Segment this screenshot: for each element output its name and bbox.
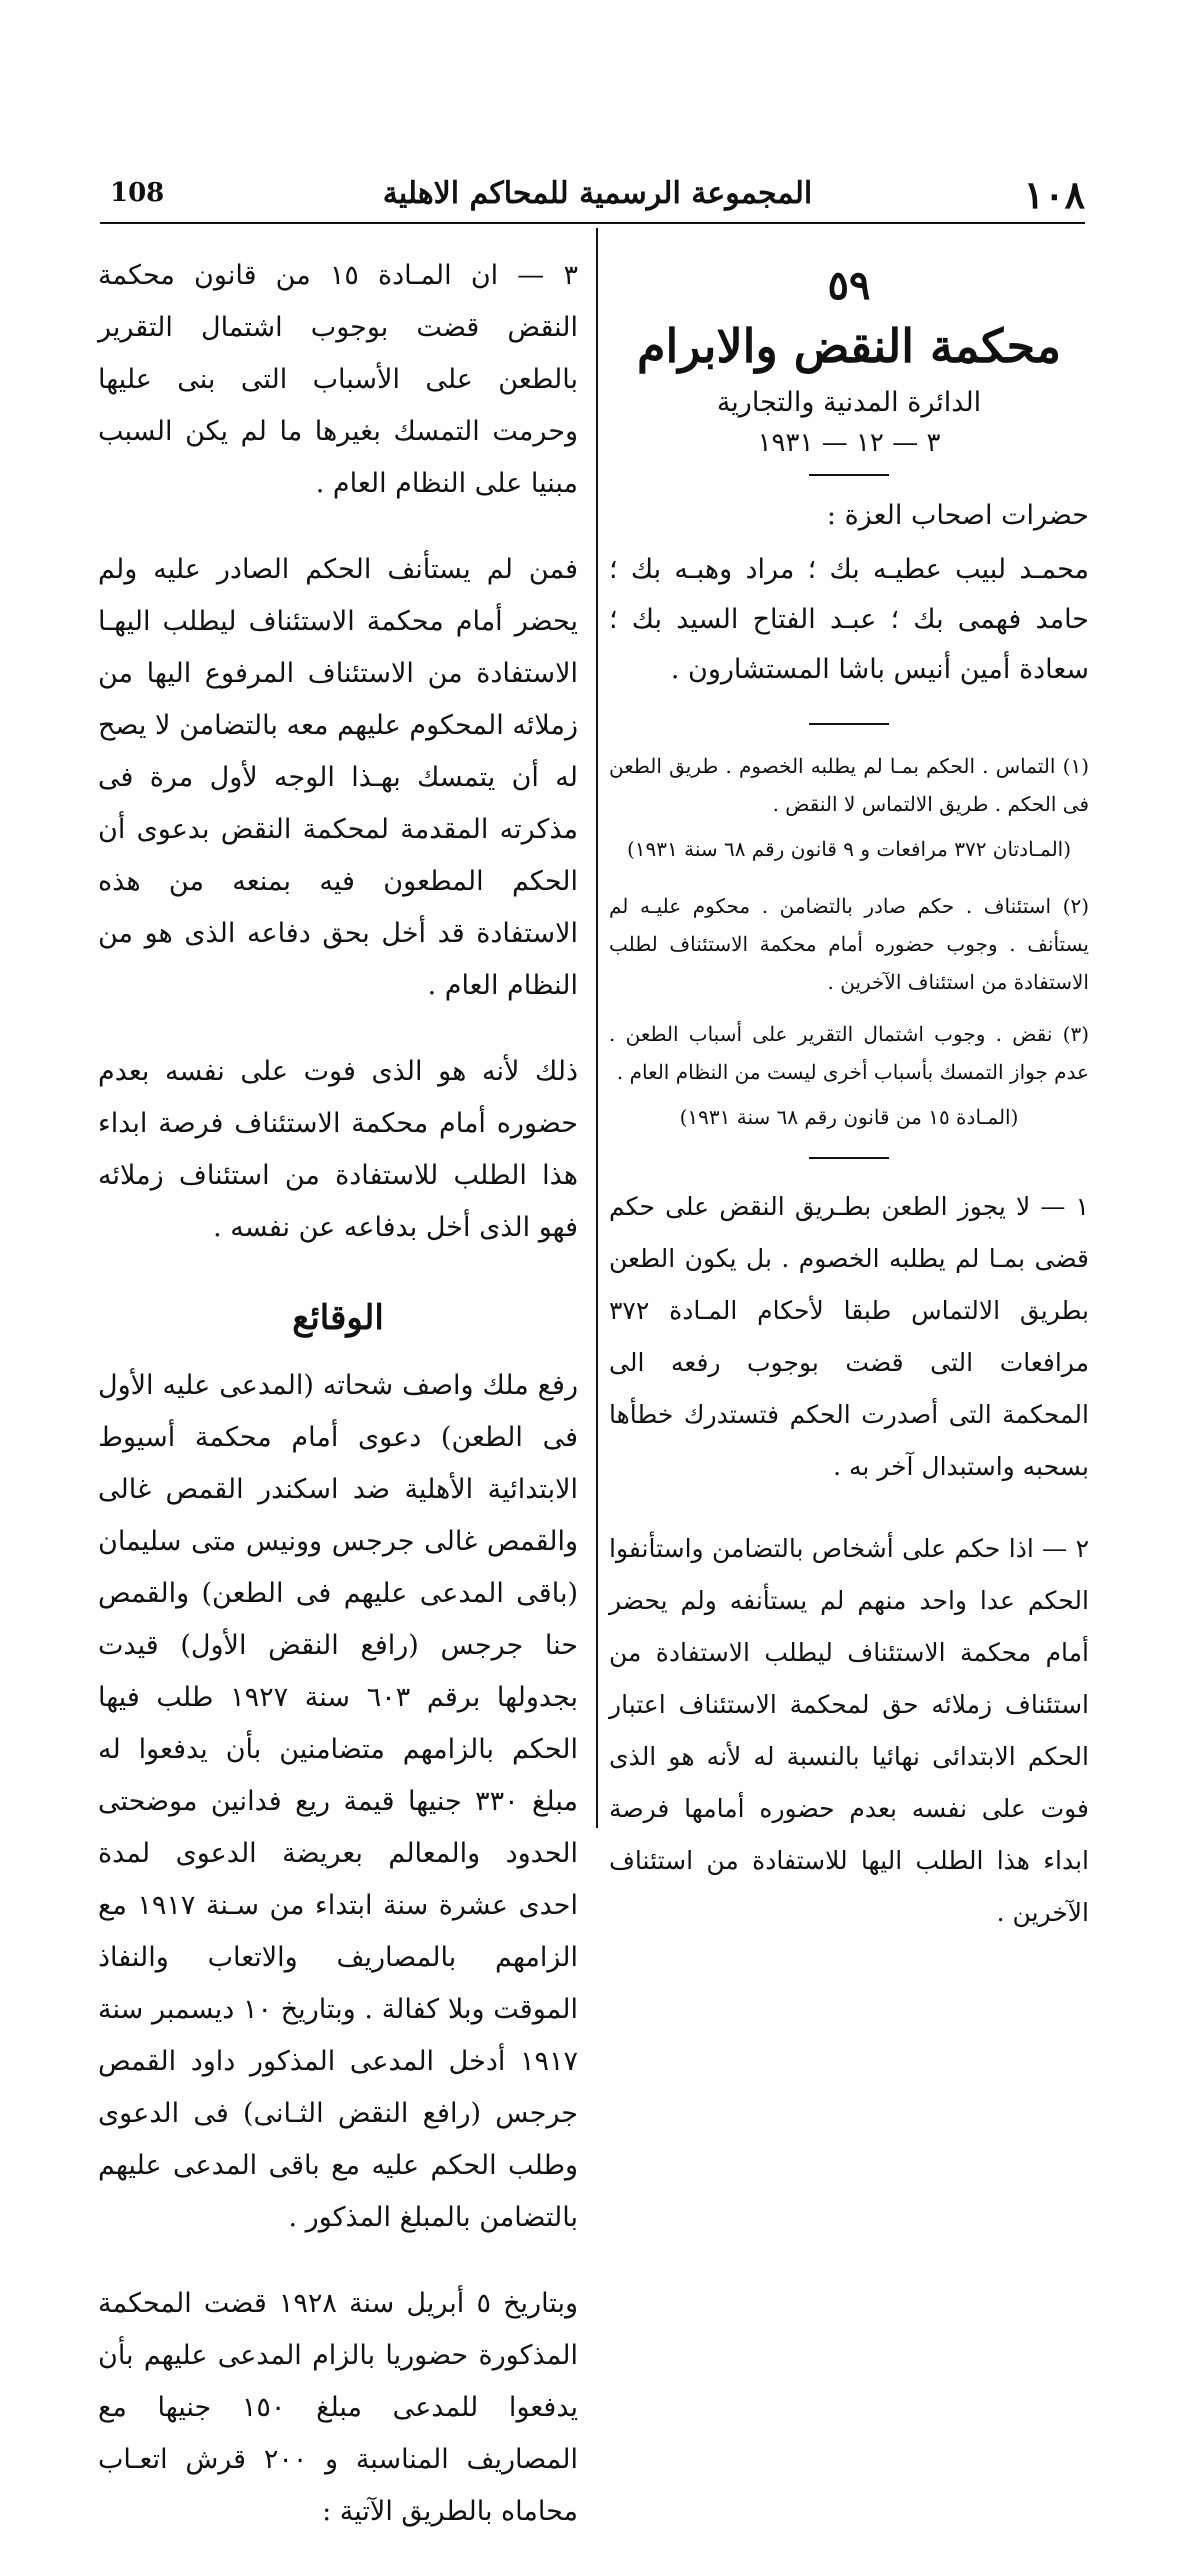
facts-heading: الوقائع — [292, 1298, 384, 1338]
court-name: محكمة النقض والابرام — [637, 319, 1061, 373]
judgment-date: ٣ — ١٢ — ١٩٣١ — [757, 428, 941, 458]
page-number-latin: 108 — [110, 178, 165, 208]
judges-label: حضرات اصحاب العزة : — [826, 500, 1089, 531]
page-header — [110, 172, 1085, 222]
principle-1: ١ — لا يجوز الطعن بطـريق النقض على حكم قضى بمـا لم يطلبه الخصوم . بل يكون الطعن بطريق الالتماس طبقا لأحكام المـادة ٣٧٢ مرافعات التى قضت بوجوب رفعه الى المحكمة التى أصدرت الحكم فتستدرك خطأها بسحبه واستبدال آخر به . — [609, 1192, 1089, 1481]
facts-paragraph-2: وبتاريخ ٥ أبريل سنة ١٩٢٨ قضت المحكمة المذكورة حضوريا بالزام المدعى عليهم بأن يدفعوا للمدعى مبلغ ١٥٠ جنيها مع المصاريف المناسبة و ٢٠٠ قرش اتعـاب محاماه بالطريق الآتية : — [98, 2288, 579, 2527]
right-column — [609, 250, 1089, 1969]
left-column — [98, 250, 578, 2572]
footnote-3: (٣) نقض . وجوب اشتمال التقرير على أسباب الطعن . عدم جواز التمسك بأسباب أخرى ليست من النظام العام . — [609, 1022, 1089, 1084]
section-rule — [809, 474, 889, 476]
footnote-rule — [809, 723, 889, 725]
footnote-1: (١) التماس . الحكم بمـا لم يطلبه الخصوم . طريق الطعن فى الحكم . طريق الالتماس لا النقض . — [609, 754, 1089, 816]
header-rule — [100, 222, 1085, 224]
case-number: ٥٩ — [827, 262, 871, 309]
page-number-arabic: ١٠٨ — [1023, 172, 1085, 217]
footnote-ref-1: (المـادتان ٣٧٢ مرافعات و ٩ قانون رقم ٦٨ سنة ١٩٣١) — [626, 837, 1072, 861]
principle-3-elaboration: فمن لم يستأنف الحكم الصادر عليه ولم يحضر أمام محكمة الاستئناف ليطلب اليهـا الاستفادة من الاستئناف المرفوع اليها من زملائه المحكوم عليهم معه بالتضامن لا يصح له أن يتمسك بهـذا الوجه لأول مرة فى مذكرته المقدمة لمحكمة النقض بدعوى أن الحكم المطعون فيه بمنعه من هذه الاستفادة قد أخل بحق دفاعه الذى هو من النظام العام . — [98, 554, 578, 1001]
circuit-name: الدائرة المدنية والتجارية — [716, 387, 982, 418]
running-title: المجموعة الرسمية للمحاكم الاهلية — [382, 176, 813, 211]
facts-paragraph-1: رفع ملك واصف شحاته (المدعى عليه الأول فى الطعن) دعوى أمام محكمة أسيوط الابتدائية الأهلية ضد اسكندر القمص غالى والقمص غالى جرجس وونيس متى سليمان (باقى المدعى عليهم فى الطعن) والقمص حنا جرجس (رافع النقض الأول) قيدت بجدولها برقم ٦٠٣ سنة ١٩٢٧ طلب فيها الحكم بالزامهم متضامنين بأن يدفعوا له مبلغ ٣٣٠ جنيها قيمة ريع فدانين موضحتى الحدود والمعالم بعريضة الدعوى لمدة احدى عشرة سنة ابتداء من سـنة ١٩١٧ مع الزامهم بالمصاريف والاتعاب والنفاذ الموقت وبلا كفالة . وبتاريخ ١٠ ديسمبر سنة ١٩١٧ أدخل المدعى المذكور داود القمص جرجس (رافع النقض الثـانى) فى الدعوى وطلب الحكم عليه مع باقى المدعى عليهم بالتضامن بالمبلغ المذكور . — [98, 1370, 578, 2233]
principle-3: ٣ — ان المـادة ١٥ من قانون محكمة النقض قضت بوجوب اشتمال التقرير بالطعن على الأسباب التى بنى عليها وحرمت التمسك بغيرها ما لم يكن السبب مبنيا على النظام العام . — [98, 260, 578, 499]
footnote-2: (٢) استئناف . حكم صادر بالتضامن . محكوم عليـه لم يستأنف . وجوب حضوره أمام محكمة الاستئناف لطلب الاستفادة من استئناف الآخرين . — [609, 894, 1089, 994]
judges-list: محمـد لبيب عطيـه بك ؛ مراد وهبـه بك ؛ حامد فهمى بك ؛ عبـد الفتاح السيد بك ؛ سعادة أمين أنيس باشا المستشارون . — [609, 554, 1089, 685]
principle-2: ٢ — اذا حكم على أشخاص بالتضامن واستأنفوا الحكم عدا واحد منهم لم يستأنفه ولم يحضر أمام محكمة الاستئناف ليطلب الاستفادة من استئناف زملائه حق لمحكمة الاستئناف اعتبار الحكم الابتدائى نهائيا بالنسبة له لأنه هو الذى فوت على نفسه بعدم حضوره أمامها فرصة ابداء هذا الطلب اليها للاستفادة من استئناف الآخرين . — [609, 1534, 1089, 1927]
principle-3-reason: ذلك لأنه هو الذى فوت على نفسه بعدم حضوره أمام محكمة الاستئناف فرصة ابداء هذا الطلب للاستفادة من استئناف زملائه فهو الذى أخل بدفاعه عن نفسه . — [98, 1056, 578, 1243]
column-divider — [596, 228, 598, 1828]
principles-rule — [809, 1157, 889, 1159]
footnote-ref-2: (المـادة ١٥ من قانون رقم ٦٨ سنة ١٩٣١) — [679, 1105, 1019, 1129]
